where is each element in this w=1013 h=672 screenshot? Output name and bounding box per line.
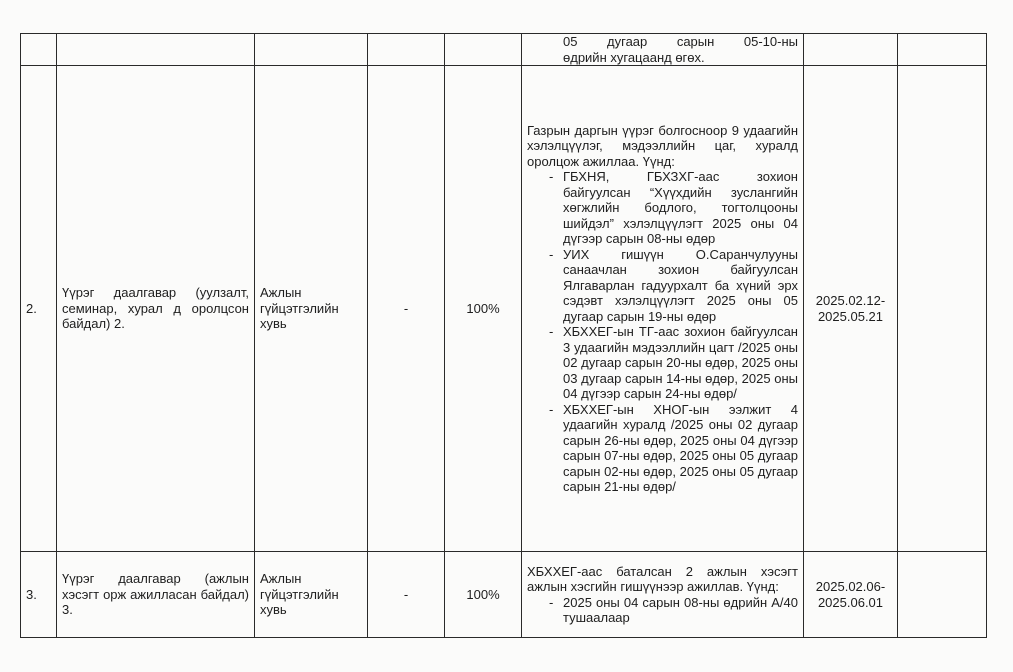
percent-cell: 100% [445, 66, 522, 552]
notes-cell [898, 66, 987, 552]
baseline-cell: - [368, 552, 445, 638]
cell-indicator [255, 34, 368, 66]
description-cell [522, 552, 804, 638]
cell-notes [898, 34, 987, 66]
description-list [527, 169, 798, 495]
task-cell: Үүрэг даалгавар (уулзалт, семинар, хурал д оролцсон байдал) 2. [57, 66, 255, 552]
percent-cell: 100% [445, 552, 522, 638]
description-line: 05 дугаар сарын 05-10-ны [563, 34, 798, 49]
notes-cell [898, 552, 987, 638]
description-intro: Газрын даргын үүрэг болгосноор 9 удаагийн хэлэлцүүлэг, мэдээллийн цаг, хуралд оролцож ажиллаа. Үүнд: [527, 122, 798, 169]
cell-dates [804, 34, 898, 66]
list-item: - ХБХХЕГ-ын ТГ-аас зохион байгуулсан 3 удаагийн мэдээллийн цагт /2025 оны 02 дугаар сарын 20-ны өдөр, 2025 оны 03 дугаар сарын 14-ны өдөр, 2025 оны 04 дүгээр сарын 24-ны өдөр/ [527, 324, 798, 402]
description-list [527, 595, 798, 626]
cell-task [57, 34, 255, 66]
description-line: өдрийн хугацаанд өгөх. [563, 49, 705, 65]
report-table [20, 33, 987, 638]
row-number: 3. [21, 552, 57, 638]
baseline-cell: - [368, 66, 445, 552]
row-number: 2. [21, 66, 57, 552]
list-item: - ХБХХЕГ-ын ХНОГ-ын ээлжит 4 удаагийн хуралд /2025 оны 02 дугаар сарын 26-ны өдөр, 2025 оны 04 дүгээр сарын 07-ны өдөр, 2025 оны 05 дугаар сарын 02-ны өдөр, 2025 оны 05 дугаар сарын 21-ны өдөр/ [527, 402, 798, 495]
description-intro: ХБХХЕГ-аас баталсан 2 ажлын хэсэгт ажлын хэсгийн гишүүнээр ажиллав. Үүнд: [527, 563, 798, 594]
cell-percent [445, 34, 522, 66]
cell-num [21, 34, 57, 66]
list-item: - УИХ гишүүн О.Саранчулууны санаачлан зохион байгуулсан Ялгаварлан гадуурхалт ба хүний эрх сэдэвт хэлэлцүүлэгт 2025 оны 05 дугаар сарын 19-ны өдөр [527, 247, 798, 325]
table-row-3 [21, 552, 987, 638]
dates-cell: 2025.02.06-2025.06.01 [804, 552, 898, 638]
description-cell [522, 66, 804, 552]
dates-cell: 2025.02.12-2025.05.21 [804, 66, 898, 552]
cell-baseline [368, 34, 445, 66]
table-row-continuation [21, 34, 987, 66]
table-row-2 [21, 66, 987, 552]
task-cell: Үүрэг даалгавар (ажлын хэсэгт орж ажилласан байдал) 3. [57, 552, 255, 638]
list-item: - 2025 оны 04 сарын 08-ны өдрийн А/40 тушаалаар [527, 595, 798, 626]
indicator-cell: Ажлын гүйцэтгэлийн хувь [255, 552, 368, 638]
list-item: - ГБХНЯ, ГБХЗХГ-аас зохион байгуулсан “Хүүхдийн зуслангийн хөгжлийн бодлого, тогтолцооны шийдэл” хэлэлцүүлэгт 2025 оны 04 дүгээр сарын 08-ны өдөр [527, 169, 798, 247]
indicator-cell: Ажлын гүйцэтгэлийн хувь [255, 66, 368, 552]
cell-description [522, 34, 804, 66]
